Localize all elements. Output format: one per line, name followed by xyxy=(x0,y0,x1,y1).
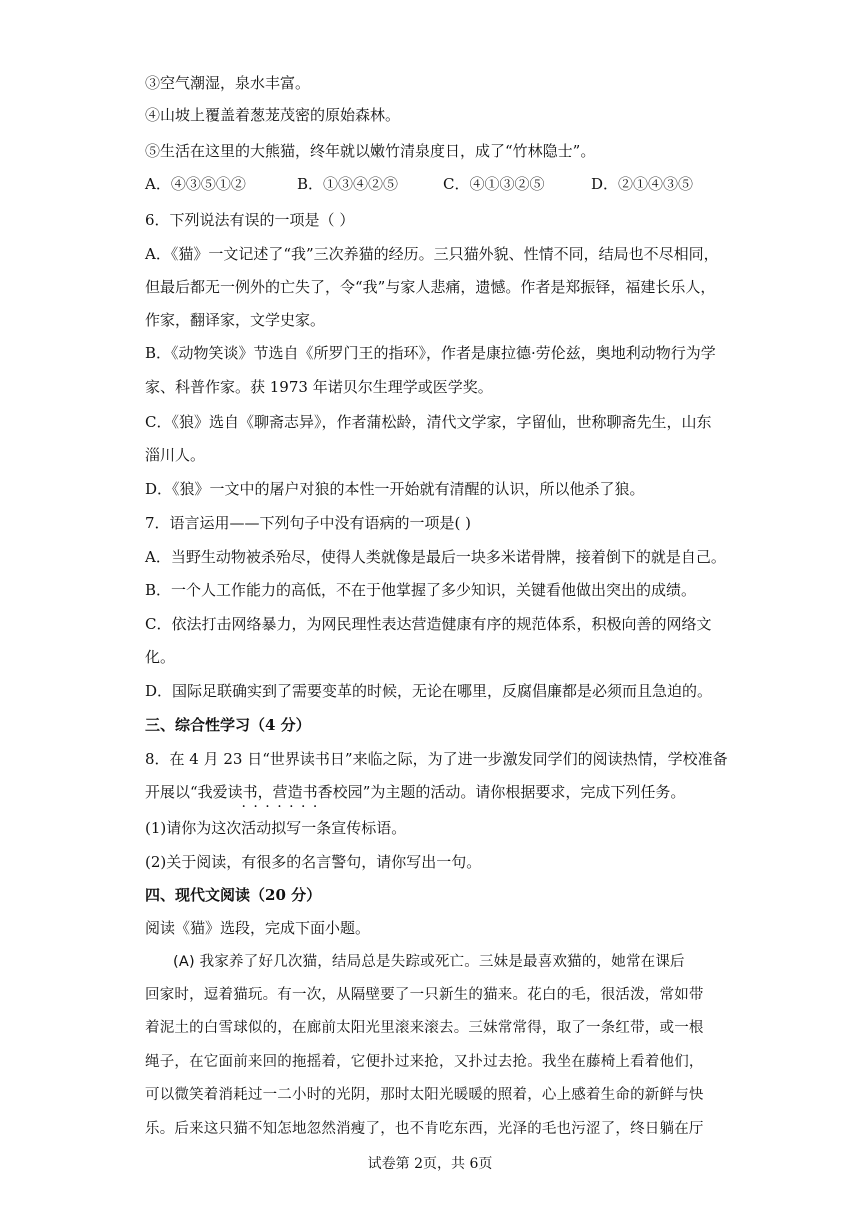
passage-line-5: 可以微笑着消耗过一二小时的光阴，那时太阳光暖暖的照着，心上感着生命的新鲜与快 xyxy=(145,1087,704,1103)
passage-line-1: (A) 我家养了好几次猫，结局总是失踪或死亡。三妹是最喜欢猫的，她常在课后 xyxy=(173,954,685,970)
q5-option-a: A．④③⑤①② xyxy=(145,175,246,193)
q8-stem-pre: 开展以“ xyxy=(145,783,198,801)
q5-item-3: ③空气潮湿，泉水丰富。 xyxy=(145,74,311,92)
q8-stem-line2 xyxy=(145,782,720,802)
q7-option-d: D．国际足联确实到了需要变革的时候，无论在哪里，反腐倡廉都是必须而且急迫的。 xyxy=(145,682,713,700)
q8-emphasized-theme: 我爱读书，营造书香校园 · · · xyxy=(198,783,363,801)
passage-line-3: 着泥土的白雪球似的，在廊前太阳光里滚来滚去。三妹常常得，取了一条红带，或一根 xyxy=(145,1020,704,1036)
passage-line-4: 绳子，在它面前来回的拖摇着，它便扑过来抢，又扑过去抢。我坐在藤椅上看着他们， xyxy=(145,1054,704,1070)
q8-stem-line1: 8．在 4 月 23 日“世界读书日”来临之际，为了进一步激发同学们的阅读热情，学校准备 xyxy=(145,750,728,768)
q6-option-c-line2: 淄川人。 xyxy=(145,446,206,464)
q8-subquestion-1: (1)请你为这次活动拟写一条宣传标语。 xyxy=(145,819,407,837)
q7-stem: 7．语言运用——下列句子中没有语病的一项是( ) xyxy=(145,514,472,532)
q5-option-b: B．①③④②⑤ xyxy=(297,175,399,193)
q6-option-a-line2: 但最后都无一例外的亡失了，令“我”与家人悲痛，遗憾。作者是郑振铎，福建长乐人， xyxy=(145,278,716,296)
page-footer: 试卷第 2页，共 6页 xyxy=(367,1156,493,1172)
q8-stem-post: ”为主题的活动。请你根据要求，完成下列任务。 xyxy=(362,783,686,801)
q7-option-c-line2: 化。 xyxy=(145,648,176,666)
q6-option-b-line2: 家、科普作家。获 1973 年诺贝尔生理学或医学奖。 xyxy=(145,378,493,396)
q6-option-a-line3: 作家，翻译家，文学史家。 xyxy=(145,311,326,329)
section-3-heading: 三、综合性学习（4 分） xyxy=(145,716,311,734)
q5-option-d: D．②①④③⑤ xyxy=(591,175,694,193)
q7-option-b: B．一个人工作能力的高低，不在于他掌握了多少知识，关键看他做出突出的成绩。 xyxy=(145,581,697,599)
q6-option-d: D．《狼》一文中的屠户对狼的本性一开始就有清醒的认识，所以他杀了狼。 xyxy=(145,480,645,498)
section-4-heading: 四、现代文阅读（20 分） xyxy=(145,886,322,904)
q8-subquestion-2: (2)关于阅读，有很多的名言警句，请你写出一句。 xyxy=(145,853,482,871)
q7-option-a: A．当野生动物被杀殆尽，使得人类就像是最后一块多米诺骨牌，接着倒下的就是自己。 xyxy=(145,548,726,566)
passage-line-6: 乐。后来这只猫不知怎地忽然消瘦了，也不肯吃东西，光泽的毛也污涩了，终日躺在厅 xyxy=(145,1121,704,1137)
reading-intro: 阅读《猫》选段，完成下面小题。 xyxy=(145,919,371,937)
q6-option-b-line1: B．《动物笑谈》节选自《所罗门王的指环》，作者是康拉德·劳伦兹，奥地利动物行为学 xyxy=(145,344,716,362)
q6-stem: 6．下列说法有误的一项是（ ） xyxy=(145,211,355,229)
q6-option-c-line1: C．《狼》选自《聊斋志异》，作者蒲松龄，清代文学家，字留仙，世称聊斋先生，山东 xyxy=(145,413,712,431)
passage-line-2: 回家时，逗着猫玩。有一次，从隔壁要了一只新生的猫来。花白的毛，很活泼，常如带 xyxy=(145,987,704,1003)
q5-item-5: ⑤生活在这里的大熊猫，终年就以嫩竹清泉度日，成了“竹林隐士”。 xyxy=(145,142,596,160)
q6-option-a-line1: A．《猫》一文记述了“我”三次养猫的经历。三只猫外貌、性情不同，结局也不尽相同， xyxy=(145,245,719,263)
q5-option-c: C．④①③②⑤ xyxy=(443,175,545,193)
q7-option-c-line1: C．依法打击网络暴力，为网民理性表达营造健康有序的规范体系，积极向善的网络文 xyxy=(145,615,712,633)
q5-item-4: ④山坡上覆盖着葱茏茂密的原始森林。 xyxy=(145,106,401,124)
